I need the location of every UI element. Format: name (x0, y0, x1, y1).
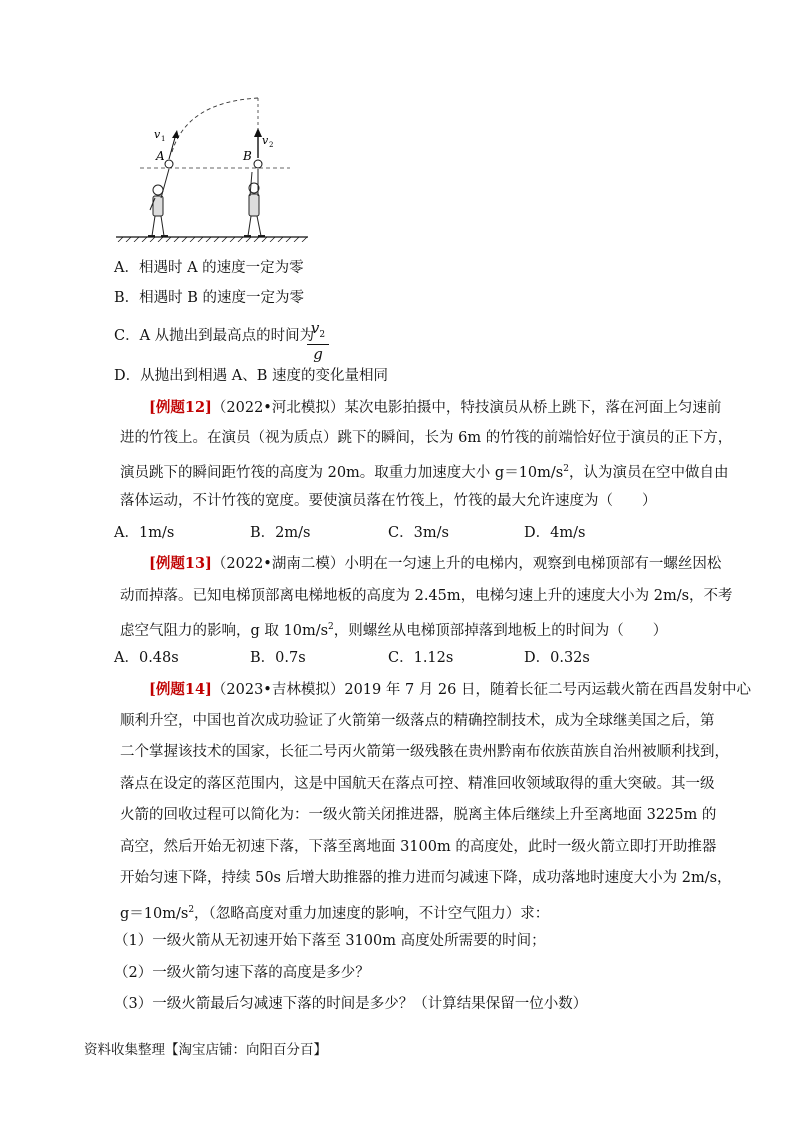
q12-text-3a: 演员跳下的瞬间距竹筏的高度为 20m。取重力加速度大小 g＝10m/s (120, 465, 564, 481)
q12-option-b: B．2m/s (250, 525, 311, 541)
q13-option-c: C．1.12s (388, 650, 454, 666)
q12-line1 (149, 398, 721, 418)
q13-tag: [例题13] (149, 555, 212, 572)
fraction-numerator-sub: 2 (319, 330, 326, 340)
fraction-denominator: g (313, 345, 323, 363)
trajectory-curve (172, 98, 258, 152)
q14-sup: 2 (188, 905, 195, 915)
q14-sub2: （2）一级火箭匀速下落的高度是多少？ (114, 965, 370, 981)
fraction-numerator: v (310, 319, 320, 337)
q12-option-a: A．1m/s (114, 525, 175, 541)
q14-text-1: （2023•吉林模拟）2019 年 7 月 26 日，随着长征二号丙运载火箭在西昌发射中心 (211, 682, 751, 698)
q14-tag: [例题14] (149, 681, 212, 698)
q13-line1 (149, 554, 721, 574)
q12-option-d: D．4m/s (524, 525, 586, 541)
prev-option-a: A．相遇时 A 的速度一定为零 (114, 260, 304, 276)
q12-option-c: C．3m/s (388, 525, 449, 541)
q13-option-d: D．0.32s (524, 650, 590, 666)
label-v1-sub: 1 (161, 135, 166, 143)
q12-tag: [例题12] (149, 399, 212, 416)
footer-text: 资料收集整理【淘宝店铺：向阳百分百】 (84, 1042, 327, 1058)
q12-text-1: （2022•河北模拟）某次电影拍摄中，特技演员从桥上跳下，落在河面上匀速前 (211, 400, 722, 416)
prev-option-b: B．相遇时 B 的速度一定为零 (114, 290, 305, 306)
ball-b (254, 160, 262, 168)
q13-option-b: B．0.7s (250, 650, 306, 666)
prev-option-d: D．从抛出到相遇 A、B 速度的变化量相同 (114, 368, 388, 384)
prev-option-c: C．A 从抛出到最高点的时间为 (114, 328, 315, 344)
ground-hatching (118, 237, 307, 242)
q12-line3 (120, 459, 728, 483)
q13-line3 (120, 617, 667, 641)
q13-option-a: A．0.48s (114, 650, 179, 666)
q12-line2: 进的竹筏上。在演员（视为质点）跳下的瞬间，长为 6m 的竹筏的前端恰好位于演员的正下方， (120, 430, 733, 446)
q12-text-3b: ，认为演员在空中做自由 (568, 465, 729, 481)
q13-sup: 2 (328, 622, 334, 632)
v1-arrow-icon (172, 130, 179, 138)
projectile-figure (112, 92, 312, 242)
time-fraction (307, 320, 329, 363)
person-b-figure (244, 169, 265, 236)
q14-text-8a: g＝10m/s (120, 906, 189, 922)
label-v2: v (262, 134, 269, 147)
q13-text-3a: 虑空气阻力的影响，g 取 10m/s (120, 623, 329, 639)
label-v1: v (154, 128, 161, 141)
q14-line6: 高空，然后开始无初速下落，下落至离地面 3100m 的高度处，此时一级火箭立即打开助推器 (120, 839, 717, 855)
ball-a (165, 160, 173, 168)
q14-line7: 开始匀速下降，持续 50s 后增大助推器的推力进而匀减速下降，成功落地时速度大小为 2m/s， (120, 870, 732, 886)
q14-line2: 顺利升空，中国也首次成功验证了火箭第一级落点的精确控制技术，成为全球继美国之后，第 (120, 713, 715, 729)
q14-line8 (120, 900, 549, 924)
q14-sub3: （3）一级火箭最后匀减速下落的时间是多少？（计算结果保留一位小数） (114, 996, 588, 1012)
q14-line1 (149, 680, 751, 700)
q13-text-1: （2022•湖南二模）小明在一匀速上升的电梯内，观察到电梯顶部有一螺丝因松 (211, 556, 722, 572)
person-a-figure (148, 169, 169, 236)
label-b: B (243, 149, 252, 163)
v2-arrow-icon (254, 128, 262, 137)
q12-line4: 落体运动，不计竹筏的宽度。要使演员落在竹筏上，竹筏的最大允许速度为（ ） (120, 493, 657, 509)
q13-text-3b: ，则螺丝从电梯顶部掉落到地板上的时间为（ ） (333, 623, 668, 639)
label-a: A (156, 149, 165, 163)
label-v2-sub: 2 (269, 141, 274, 149)
q12-sup: 2 (563, 464, 569, 474)
q14-sub1: （1）一级火箭从无初速开始下落至 3100m 高度处所需要的时间； (114, 933, 546, 949)
q13-line2: 动而掉落。已知电梯顶部离电梯地板的高度为 2.45m，电梯匀速上升的速度大小为 2m/s，不考 (120, 588, 733, 604)
q14-text-8b: ，（忽略高度对重力加速度的影响，不计空气阻力）求： (194, 906, 550, 922)
q14-line3: 二个掌握该技术的国家，长征二号丙火箭第一级残骸在贵州黔南布依族苗族自治州被顺利找到， (120, 744, 729, 760)
q14-line4: 落点在设定的落区范围内，这是中国航天在落点可控、精准回收领域取得的重大突破。其一级 (120, 776, 715, 792)
q14-line5: 火箭的回收过程可以简化为：一级火箭关闭推进器，脱离主体后继续上升至离地面 3225m 的 (120, 807, 717, 823)
